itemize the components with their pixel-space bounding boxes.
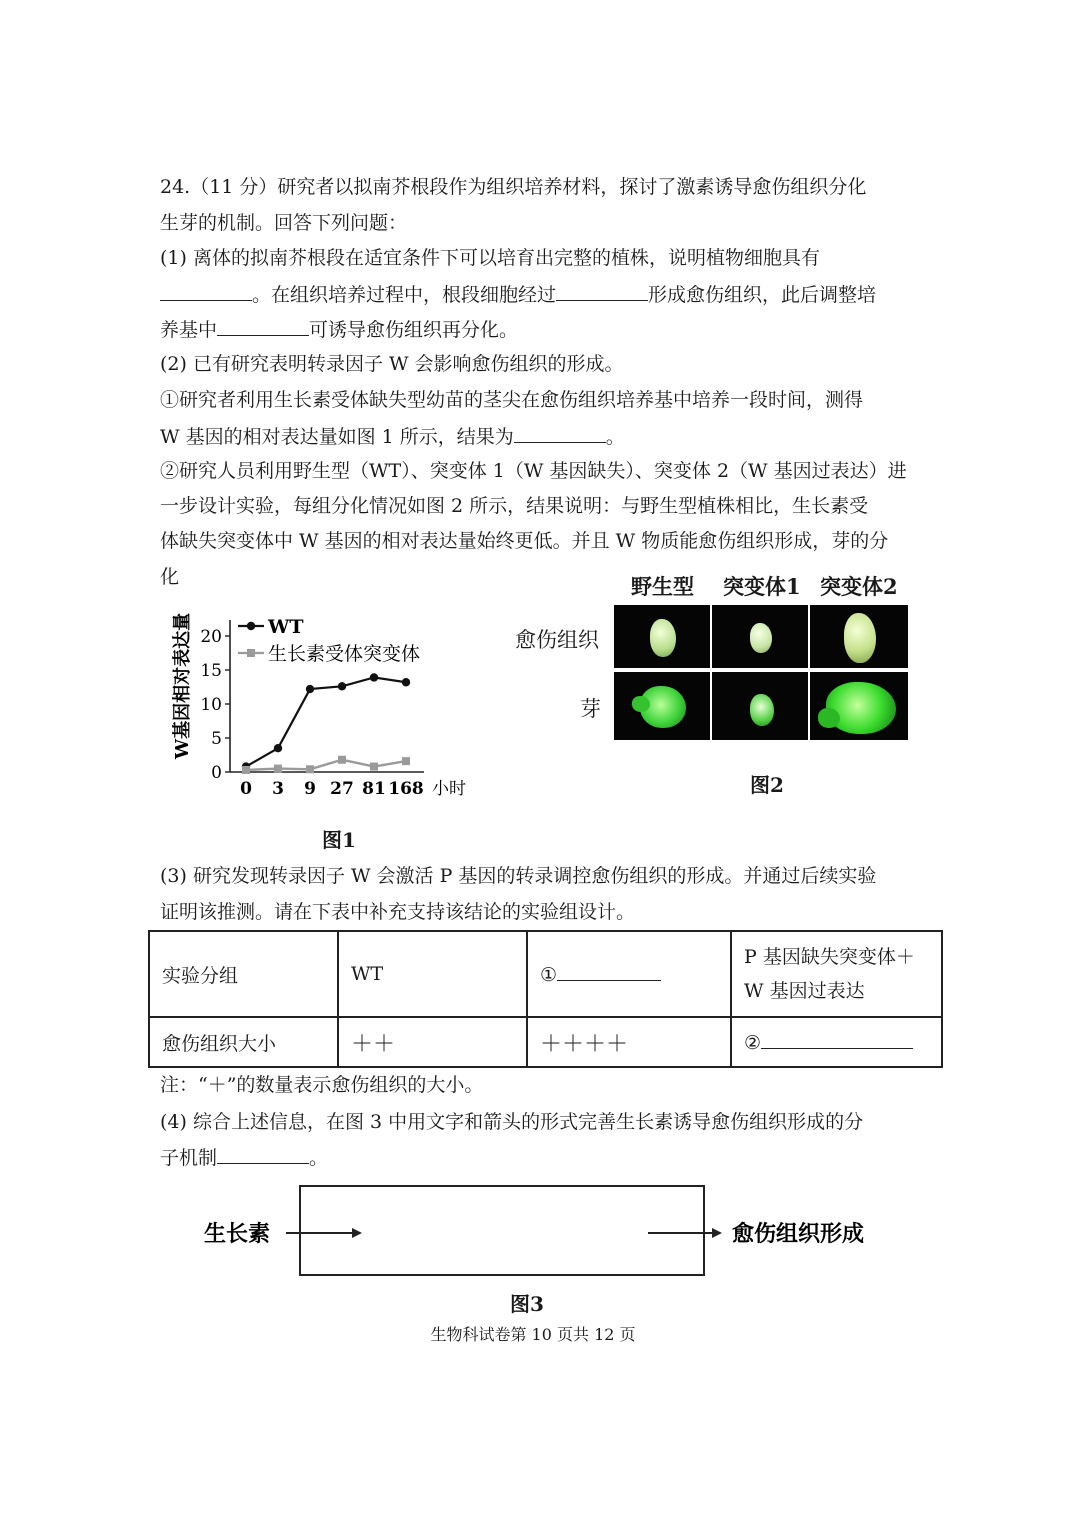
table-row <box>149 1017 942 1067</box>
series-line <box>246 677 406 766</box>
table-cell: 愈伤组织大小 <box>149 1017 338 1067</box>
table-cell: P 基因缺失突变体＋ W 基因过表达 <box>731 931 942 1017</box>
part2b-line-2: 一步设计实验，每组分化情况如图 2 所示，结果说明：与野生型植株相比，生长素受 <box>160 495 869 517</box>
data-point <box>274 744 282 752</box>
y-tick-label: 15 <box>200 661 222 681</box>
figure-3-caption: 图3 <box>510 1292 544 1316</box>
photo-bud-wild-type <box>614 672 710 740</box>
chart-x-axis-label: 小时 <box>432 779 466 799</box>
data-point <box>242 766 250 774</box>
arrow-in-head <box>352 1228 362 1238</box>
photo-bud-mutant-1 <box>712 672 808 740</box>
y-tick-label: 0 <box>211 763 222 783</box>
table-cell: 实验分组 <box>149 931 338 1017</box>
auxin-label: 生长素 <box>204 1221 271 1247</box>
figure-1-line-chart <box>160 598 490 808</box>
part1-line-3: 养基中 可诱导愈伤组织再分化。 <box>160 319 519 341</box>
part2b-line-1: ②研究人员利用野生型（WT）、突变体 1（W 基因缺失）、突变体 2（W 基因过表达）进 <box>160 460 907 482</box>
data-point <box>338 756 346 764</box>
y-tick-label: 5 <box>211 729 222 749</box>
question-line-2: 生芽的机制。回答下列问题： <box>160 212 408 234</box>
fig2-row-bud: 芽 <box>580 697 601 721</box>
answer-blank[interactable] <box>761 1030 913 1049</box>
x-tick-label: 81 <box>362 779 386 799</box>
legend-label: WT <box>268 616 304 638</box>
part1-line-2: 。在组织培养过程中，根段细胞经过 形成愈伤组织，此后调整培 <box>160 282 876 307</box>
answer-blank[interactable] <box>514 424 606 443</box>
y-tick-label: 20 <box>200 627 222 647</box>
series-line <box>246 760 406 770</box>
part2-line-1: (2) 已有研究表明转录因子 W 会影响愈伤组织的形成。 <box>160 353 624 375</box>
x-tick-label: 9 <box>304 779 316 799</box>
fig2-col-mutant-2: 突变体2 <box>820 574 898 599</box>
x-tick-label: 0 <box>240 779 252 799</box>
fig2-col-wild-type: 野生型 <box>631 574 694 599</box>
part3-line-2: 证明该推测。请在下表中补充支持该结论的实验组设计。 <box>160 901 636 923</box>
figure-1-caption: 图1 <box>322 828 356 852</box>
table-cell: WT <box>338 931 527 1017</box>
x-tick-label: 27 <box>330 779 354 799</box>
answer-blank[interactable] <box>160 282 252 301</box>
data-point <box>370 673 378 681</box>
arrow-out-head <box>712 1228 722 1238</box>
fig2-col-mutant-1: 突变体1 <box>723 574 801 599</box>
answer-blank[interactable] <box>557 962 661 981</box>
data-point <box>338 682 346 690</box>
part3-line-1: (3) 研究发现转录因子 W 会激活 P 基因的转录调控愈伤组织的形成。并通过后续实验 <box>160 865 877 887</box>
table-cell: ＋＋＋＋ <box>527 1017 731 1067</box>
table-row <box>149 931 942 1017</box>
data-point <box>306 685 314 693</box>
data-point <box>274 765 282 773</box>
answer-blank[interactable] <box>217 1145 309 1164</box>
photo-callus-mutant-1 <box>712 605 808 668</box>
y-tick-label: 10 <box>200 695 222 715</box>
question-line-1: 24.（11 分）研究者以拟南芥根段作为组织培养材料，探讨了激素诱导愈伤组织分化 <box>160 176 867 198</box>
part1-line-1: (1) 离体的拟南芥根段在适宜条件下可以培育出完整的植株，说明植物细胞具有 <box>160 247 820 269</box>
fig2-row-callus: 愈伤组织 <box>515 628 599 652</box>
mechanism-answer-box[interactable] <box>300 1186 704 1275</box>
answer-blank[interactable] <box>556 282 648 301</box>
experiment-table <box>148 930 943 1068</box>
data-point <box>402 757 410 765</box>
legend-marker <box>247 622 255 630</box>
photo-callus-mutant-2 <box>810 605 908 668</box>
part2b-line-3: 体缺失突变体中 W 基因的相对表达量始终更低。并且 W 物质能愈伤组织形成，芽的分 <box>160 530 889 552</box>
part2b-line-4: 化 <box>160 566 180 588</box>
x-tick-label: 3 <box>272 779 284 799</box>
callus-formation-label: 愈伤组织形成 <box>732 1221 865 1247</box>
table-note: 注：“＋”的数量表示愈伤组织的大小。 <box>160 1074 484 1096</box>
part4-line-1: (4) 综合上述信息，在图 3 中用文字和箭头的形式完善生长素诱导愈伤组织形成的分 <box>160 1111 864 1133</box>
part2a-line-2: W 基因的相对表达量如图 1 所示，结果为 。 <box>160 426 625 448</box>
table-cell: ① <box>527 931 731 1017</box>
part4-line-2: 子机制 。 <box>160 1147 329 1169</box>
photo-callus-wild-type <box>614 605 710 668</box>
data-point <box>402 678 410 686</box>
table-cell: ＋＋ <box>338 1017 527 1067</box>
figure-2-caption: 图2 <box>750 773 784 797</box>
legend-label: 生长素受体突变体 <box>268 643 421 665</box>
part2a-line-1: ①研究者利用生长素受体缺失型幼苗的茎尖在愈伤组织培养基中培养一段时间，测得 <box>160 389 864 411</box>
chart-y-axis-label: W基因相对表达量 <box>172 612 193 760</box>
data-point <box>306 765 314 773</box>
data-point <box>370 763 378 771</box>
page-footer: 生物科试卷第 10 页共 12 页 <box>430 1325 636 1344</box>
table-cell: ② <box>731 1017 942 1067</box>
legend-marker <box>247 649 255 657</box>
figure-3-mechanism-diagram <box>196 1180 916 1280</box>
photo-bud-mutant-2 <box>810 672 908 740</box>
answer-blank[interactable] <box>217 317 309 336</box>
x-tick-label: 168 <box>388 779 424 799</box>
